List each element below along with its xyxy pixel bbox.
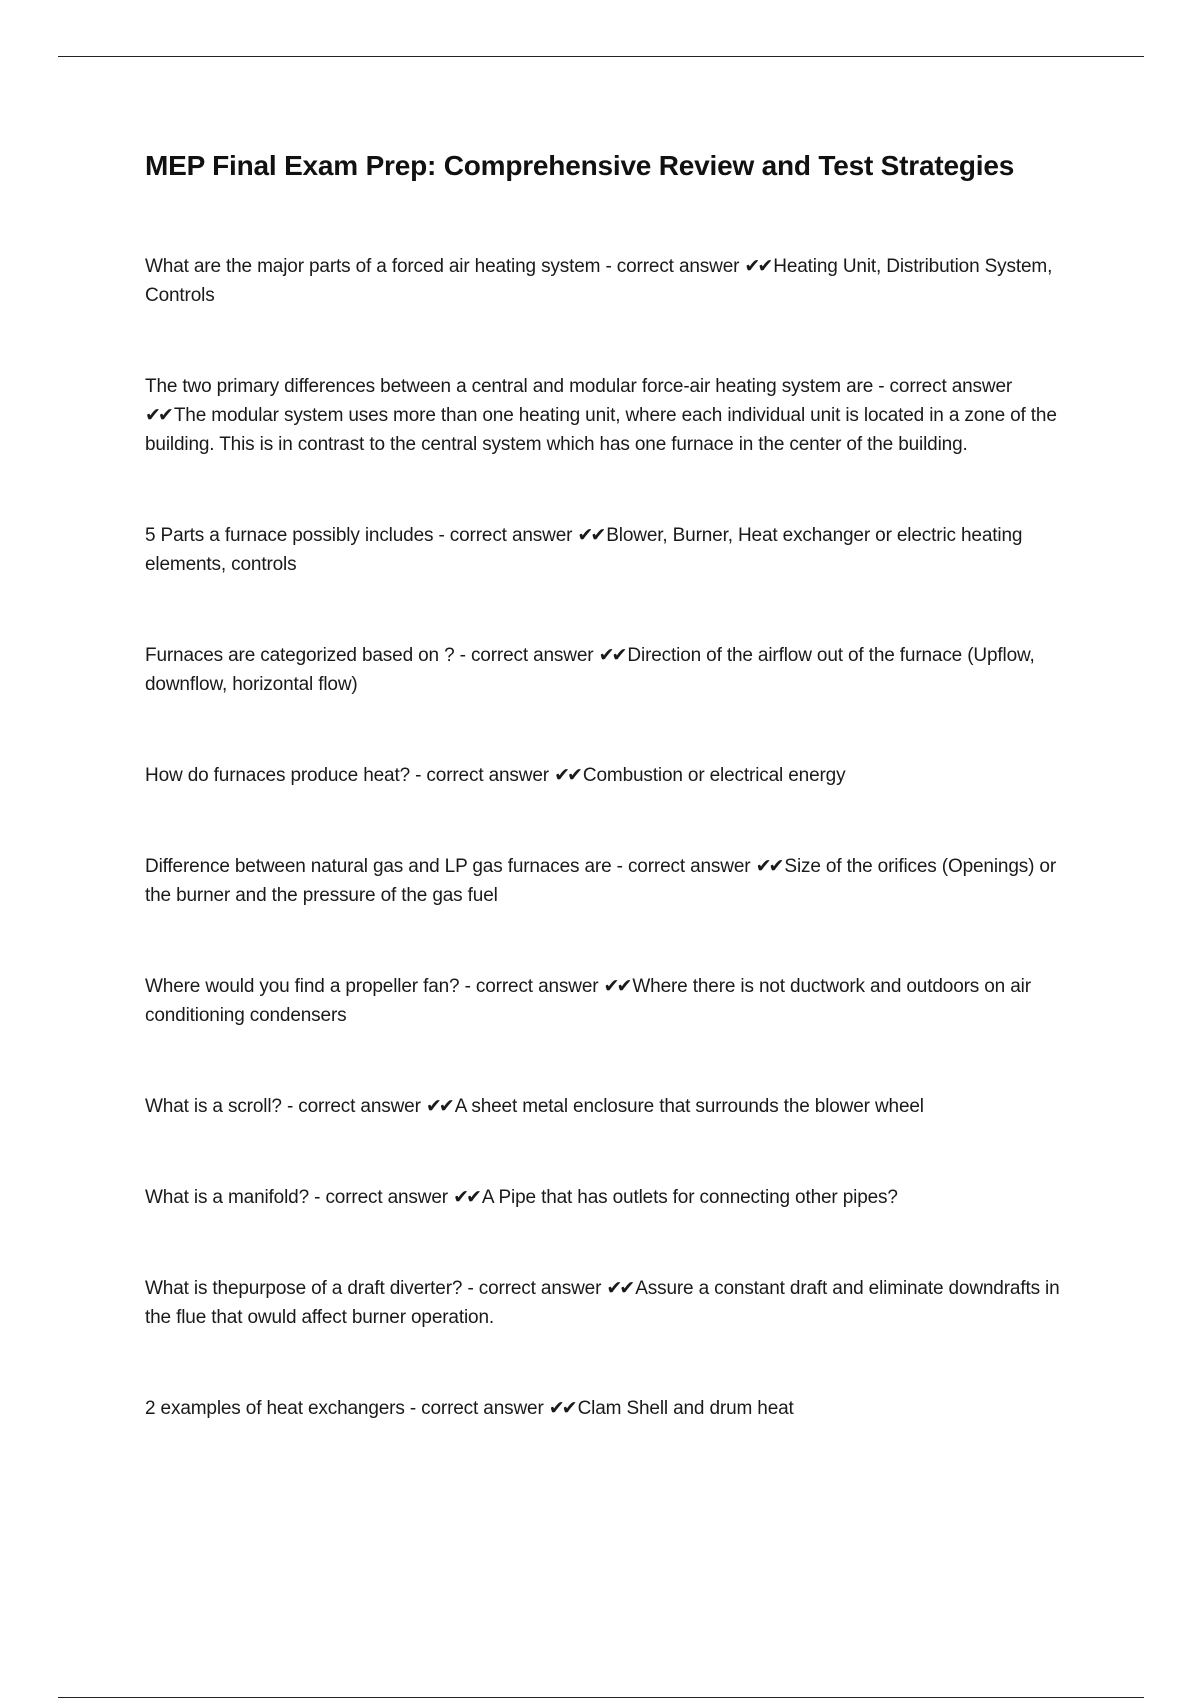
answer-separator: - correct answer bbox=[462, 1278, 607, 1299]
qa-item bbox=[145, 521, 1075, 579]
answer-text: Clam Shell and drum heat bbox=[577, 1398, 794, 1419]
question-text: 2 examples of heat exchangers bbox=[145, 1398, 405, 1419]
answer-text: Assure a constant draft and eliminate downdrafts in the flue that owuld affect burner operation. bbox=[145, 1278, 1060, 1328]
double-check-icon: ✔✔ bbox=[606, 1278, 633, 1299]
answer-separator: - correct answer bbox=[459, 976, 604, 997]
answer-text: Heating Unit, Distribution System, Controls bbox=[145, 256, 1053, 306]
double-check-icon: ✔✔ bbox=[453, 1187, 479, 1208]
double-check-icon: ✔✔ bbox=[577, 525, 604, 546]
answer-separator: - correct answer bbox=[600, 256, 745, 277]
question-text: What is a scroll? bbox=[145, 1096, 282, 1117]
qa-item bbox=[145, 1274, 1075, 1332]
question-text: What are the major parts of a forced air heating system bbox=[145, 256, 601, 277]
answer-text: Where there is not ductwork and outdoors on air conditioning condensers bbox=[145, 976, 1031, 1026]
top-rule bbox=[58, 56, 1144, 57]
bottom-rule bbox=[58, 1697, 1144, 1698]
answer-text: A Pipe that has outlets for connecting other pipes? bbox=[481, 1187, 898, 1208]
qa-item bbox=[145, 372, 1075, 459]
qa-item bbox=[145, 972, 1075, 1030]
double-check-icon: ✔✔ bbox=[598, 645, 625, 666]
question-text: The two primary differences between a central and modular force-air heating system are bbox=[145, 376, 874, 397]
answer-text: A sheet metal enclosure that surrounds the blower wheel bbox=[454, 1096, 924, 1117]
qa-list bbox=[145, 252, 1075, 1423]
double-check-icon: ✔✔ bbox=[744, 256, 771, 277]
double-check-icon: ✔✔ bbox=[554, 765, 580, 786]
document-title: MEP Final Exam Prep: Comprehensive Review and Test Strategies bbox=[145, 150, 1015, 181]
double-check-icon: ✔✔ bbox=[603, 976, 630, 997]
qa-item bbox=[145, 761, 1075, 790]
qa-item bbox=[145, 1394, 1075, 1423]
answer-separator: - correct answer bbox=[410, 765, 555, 786]
question-text: 5 Parts a furnace possibly includes bbox=[145, 525, 434, 546]
double-check-icon: ✔✔ bbox=[755, 856, 782, 877]
question-text: Furnaces are categorized based on ? bbox=[145, 645, 455, 666]
answer-text: Direction of the airflow out of the furnace (Upflow, downflow, horizontal flow) bbox=[145, 645, 1035, 695]
answer-separator: - correct answer bbox=[611, 856, 756, 877]
qa-item bbox=[145, 252, 1075, 310]
answer-separator: - correct answer bbox=[873, 376, 1013, 397]
answer-separator: - correct answer bbox=[404, 1398, 549, 1419]
answer-separator: - correct answer bbox=[281, 1096, 426, 1117]
answer-separator: - correct answer bbox=[309, 1187, 454, 1208]
double-check-icon: ✔✔ bbox=[425, 1096, 452, 1117]
question-text: How do furnaces produce heat? bbox=[145, 765, 410, 786]
answer-separator: - correct answer bbox=[454, 645, 599, 666]
question-text: Where would you find a propeller fan? bbox=[145, 976, 460, 997]
answer-text: The modular system uses more than one heating unit, where each individual unit is located in a zone of the building. This is in contrast to the central system which has one furnace in the center of the building. bbox=[145, 405, 1057, 455]
qa-item bbox=[145, 852, 1075, 910]
double-check-icon: ✔✔ bbox=[548, 1398, 575, 1419]
double-check-icon: ✔✔ bbox=[145, 405, 171, 426]
answer-text: Combustion or electrical energy bbox=[582, 765, 846, 786]
answer-separator: - correct answer bbox=[433, 525, 578, 546]
qa-item bbox=[145, 641, 1075, 699]
answer-text: Size of the orifices (Openings) or the burner and the pressure of the gas fuel bbox=[145, 856, 1057, 906]
answer-text: Blower, Burner, Heat exchanger or electric heating elements, controls bbox=[145, 525, 1023, 575]
question-text: What is thepurpose of a draft diverter? bbox=[145, 1278, 463, 1299]
qa-item bbox=[145, 1183, 1075, 1212]
question-text: Difference between natural gas and LP gas furnaces are bbox=[145, 856, 612, 877]
document-body bbox=[145, 146, 1075, 1485]
qa-item bbox=[145, 1092, 1075, 1121]
question-text: What is a manifold? bbox=[145, 1187, 310, 1208]
